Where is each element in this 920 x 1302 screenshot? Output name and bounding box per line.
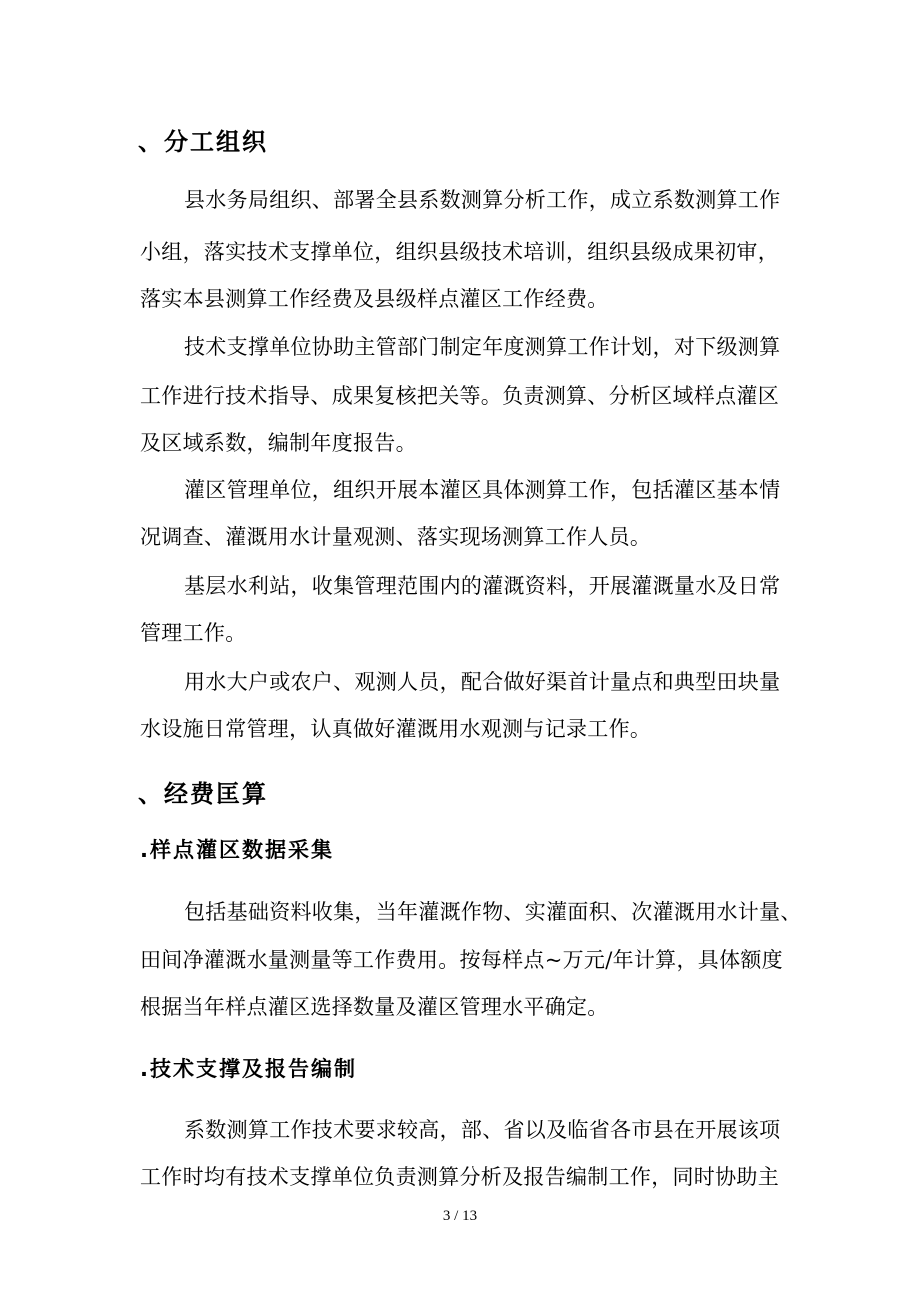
paragraph-line: 水设施日常管理，认真做好灌溉用水观测与记录工作。 (140, 717, 652, 741)
paragraph-line: 技术支撑单位协助主管部门制定年度测算工作计划，对下级测算 (184, 335, 781, 359)
paragraph-line: 及区域系数，编制年度报告。 (140, 431, 417, 455)
paragraph-line: 况调查、灌溉用水计量观测、落实现场测算工作人员。 (140, 525, 652, 549)
paragraph-line: 包括基础资料收集，当年灌溉作物、实灌面积、次灌溉用水计量、 (184, 900, 802, 924)
paragraph-line: 田间净灌溉水量测量等工作费用。按每样点~万元/年计算，具体额度 (140, 948, 783, 972)
paragraph-line: 基层水利站，收集管理范围内的灌溉资料，开展灌溉量水及日常 (184, 574, 781, 598)
paragraph-line: 用水大户或农户、观测人员，配合做好渠首计量点和典型田块量 (184, 670, 781, 694)
paragraph-line: 小组，落实技术支撑单位，组织县级技术培训，组织县级成果初审， (140, 240, 779, 264)
paragraph-line: 管理工作。 (140, 621, 247, 645)
subsection-heading-sample-data-collection: .样点灌区数据采集 (140, 838, 334, 862)
paragraph-line: 落实本县测算工作经费及县级样点灌区工作经费。 (140, 287, 609, 311)
page-number: 3 / 13 (442, 1208, 478, 1224)
paragraph-line: 系数测算工作技术要求较高，部、省以及临省各市县在开展该项 (184, 1118, 781, 1142)
paragraph-line: 县水务局组织、部署全县系数测算分析工作，成立系数测算工作 (184, 188, 781, 212)
paragraph-line: 根据当年样点灌区选择数量及灌区管理水平确定。 (140, 995, 609, 1019)
subsection-heading-technical-support: .技术支撑及报告编制 (140, 1057, 357, 1081)
paragraph-line: 工作时均有技术支撑单位负责测算分析及报告编制工作，同时协助主 (140, 1165, 779, 1189)
paragraph-line: 灌区管理单位，组织开展本灌区具体测算工作，包括灌区基本情 (184, 478, 781, 502)
paragraph-line: 工作进行技术指导、成果复核把关等。负责测算、分析区域样点灌区 (140, 384, 779, 408)
section-heading-budget-estimate: 、经费匡算 (138, 780, 268, 808)
section-heading-division-of-work: 、分工组织 (138, 128, 268, 156)
